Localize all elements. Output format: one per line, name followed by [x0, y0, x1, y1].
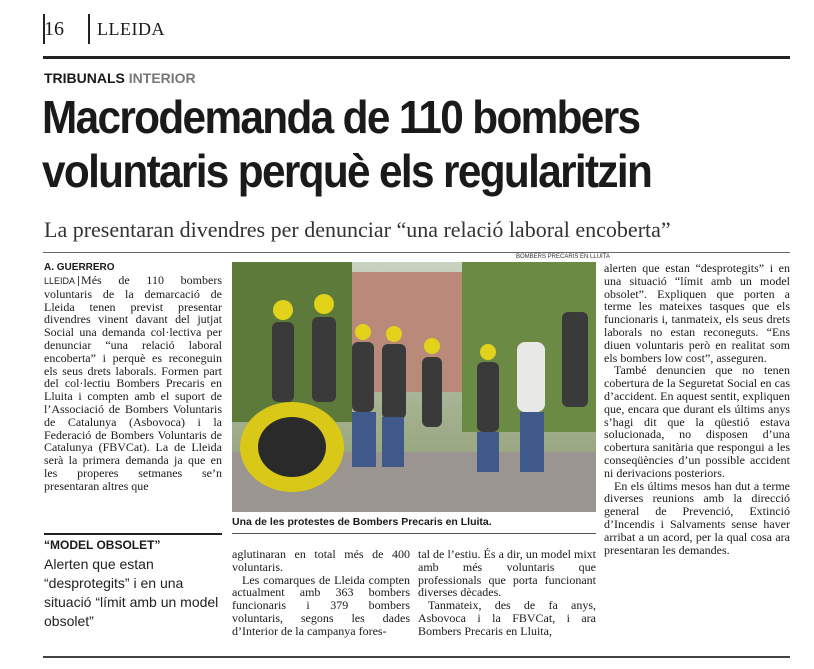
- protest-photo-illustration: [232, 262, 596, 512]
- pullquote-body: Alerten que estan “desprotegits” i en una situació “límit amb un model obsolet”: [44, 556, 219, 629]
- byline: A. GUERRERO: [44, 262, 115, 273]
- top-rule: [43, 56, 790, 59]
- headline-line1: Macrodemanda de 110 bombers: [42, 91, 640, 143]
- caption-rule: [232, 533, 596, 534]
- headline: [42, 90, 741, 198]
- kicker-main: TRIBUNALS: [44, 70, 125, 86]
- bottom-rule: [43, 656, 790, 658]
- subhead-rule: [43, 252, 790, 253]
- kicker-secondary: INTERIOR: [128, 70, 196, 86]
- article-column-2: [232, 548, 410, 638]
- paragraph: Les comarques de Lleida compten actualment amb 363 bombers funcionaris i 379 bombers voluntaris, segons les dades d’Interior de la campanya fores-: [232, 572, 410, 638]
- paragraph: Tanmateix, des de fa anys, Asbovoca i la FBVCat, i ara Bombers Precaris en Lluita,: [418, 598, 596, 638]
- kicker: [44, 70, 196, 86]
- pullquote-rule: [44, 533, 222, 535]
- paragraph: tal de l’estiu. És a dir, un model mixt amb més voluntaris que professionals que porta funcionant diverses dècades.: [418, 547, 596, 600]
- dateline: LLEIDA: [44, 276, 79, 286]
- article-column-3: [418, 548, 596, 638]
- section-title: LLEIDA: [97, 19, 165, 39]
- paragraph: També denuncien que no tenen cobertura de la Seguretat Social en cas d’accident. En aquest sentit, expliquen que, encara que durant els últims anys s’hagi dit que la qüestió estava solucionada, no disposen d’una cobertura sanitària que respongui a les conseqüències d’un possible accident ni derivacions posteriors.: [604, 363, 790, 480]
- paragraph: aglutinaran en total més de 400 voluntaris.: [232, 547, 410, 574]
- photo-credit: BOMBERS PRECARIS EN LLUITA: [516, 254, 610, 260]
- subheadline: La presentaran divendres per denunciar “una relació laboral encoberta”: [44, 217, 671, 242]
- paragraph: alerten que estan “desprotegits” i en una situació “límit amb un model obsolet”. Expliquen que porten a terme les mateixes tasques que els funcionaris i, tanmateix, els seus drets laborals no estan reconeguts. “Ens diuen voluntaris però en realitat som els bombers low cost”, asseguren.: [604, 261, 790, 365]
- article-photo: [232, 262, 596, 512]
- photo-caption: Una de les protestes de Bombers Precaris en Lluita.: [232, 516, 492, 528]
- header-divider: [88, 14, 90, 44]
- article-column-4: [604, 262, 790, 556]
- column-1-text: Més de 110 bombers voluntaris de la demarcació de Lleida tenen previst presentar divendres vinent davant del jutjat Social una demanda col·lectiva per denunciar “una relació laboral encoberta” i perquè es reconeguin els seus drets laborals. Formen part del col·lectiu Bombers Precaris en Lluita i compten amb el suport de l’Associació de Bombers Voluntaris de Catalunya (Asbovoca) i la Federació de Bombers Voluntaris de Catalunya (FBVCat). La de Lleida serà la primera demanda ja que en les properes setmanes se’n presentaran altres que: [44, 273, 222, 493]
- paragraph: En els últims mesos han dut a terme diverses reunions amb la direcció general de Prevenció, Extinció d’Incendis i Salvaments sense haver arribat a un acord, per la qual cosa ara presentaran les demandes.: [604, 478, 790, 557]
- headline-line2: voluntaris perquè els regularitzin: [42, 145, 652, 197]
- page-number: 16: [44, 18, 64, 40]
- article-column-1: [44, 274, 222, 493]
- pullquote-title: “MODEL OBSOLET”: [44, 538, 161, 552]
